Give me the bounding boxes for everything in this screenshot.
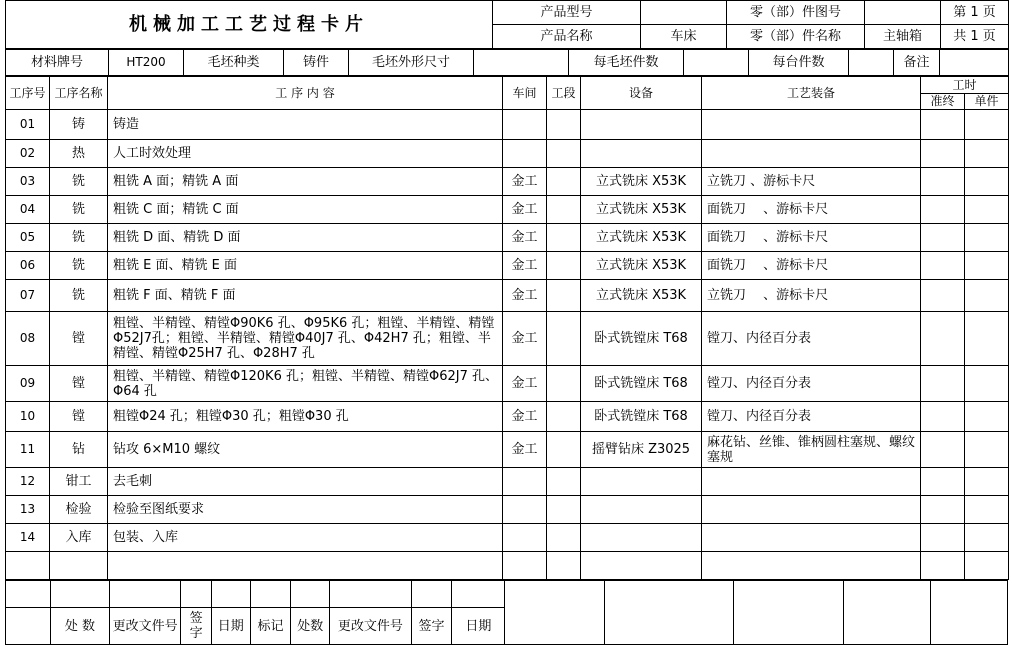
equipment-cell[interactable] xyxy=(581,524,702,552)
name-cell[interactable]: 铸 xyxy=(50,110,108,140)
seq-cell[interactable]: 02 xyxy=(6,140,50,168)
part-name-value[interactable]: 主轴箱 xyxy=(865,25,941,49)
workshop-cell[interactable] xyxy=(503,552,547,580)
unit-cell[interactable] xyxy=(965,468,1009,496)
unit-cell[interactable] xyxy=(965,168,1009,196)
seq-cell[interactable]: 03 xyxy=(6,168,50,196)
prep-cell[interactable] xyxy=(921,468,965,496)
tooling-cell[interactable]: 面铣刀 、游标卡尺 xyxy=(702,196,921,224)
col-hours: 工时 xyxy=(921,77,1009,94)
total-pages: 共 1 页 xyxy=(941,25,1009,49)
seq-cell[interactable]: 01 xyxy=(6,110,50,140)
prep-cell[interactable] xyxy=(921,196,965,224)
operation-row xyxy=(6,366,1009,402)
workshop-cell[interactable]: 金工 xyxy=(503,252,547,280)
content-cell[interactable]: 粗镗、半精镗、精镗Φ90K6 孔、Φ95K6 孔；粗镗、半精镗、精镗Φ52J7孔；粗镗、半精镗、精镗Φ40J7 孔、Φ42H7 孔；粗镗、半精镗、精镗Φ25H7 孔、Φ28H7 孔 xyxy=(108,312,503,366)
page-number: 第 1 页 xyxy=(941,1,1009,25)
name-cell[interactable]: 检验 xyxy=(50,496,108,524)
tooling-cell[interactable]: 镗刀、内径百分表 xyxy=(702,312,921,366)
content-cell[interactable] xyxy=(108,552,503,580)
section-cell[interactable] xyxy=(547,312,581,366)
workshop-cell[interactable] xyxy=(503,496,547,524)
footer-date: 日期 xyxy=(211,608,250,645)
name-cell[interactable] xyxy=(50,552,108,580)
section-cell[interactable] xyxy=(547,402,581,432)
operation-row xyxy=(6,110,1009,140)
content-cell[interactable]: 粗铣 C 面；精铣 C 面 xyxy=(108,196,503,224)
col-tooling: 工艺装备 xyxy=(702,77,921,110)
content-cell[interactable]: 去毛刺 xyxy=(108,468,503,496)
content-cell[interactable]: 铸造 xyxy=(108,110,503,140)
name-cell[interactable]: 铣 xyxy=(50,224,108,252)
tooling-cell[interactable]: 面铣刀 、游标卡尺 xyxy=(702,252,921,280)
workshop-cell[interactable]: 金工 xyxy=(503,366,547,402)
operation-row xyxy=(6,402,1009,432)
prep-cell[interactable] xyxy=(921,280,965,312)
col-section: 工段 xyxy=(547,77,581,110)
col-seq: 工序号 xyxy=(6,77,50,110)
unit-cell[interactable] xyxy=(965,140,1009,168)
process-card xyxy=(5,0,1008,645)
col-equipment: 设备 xyxy=(581,77,702,110)
tooling-cell[interactable] xyxy=(702,552,921,580)
unit-cell[interactable] xyxy=(965,402,1009,432)
seq-cell[interactable]: 04 xyxy=(6,196,50,224)
operations-table xyxy=(5,76,1009,580)
footer-change-doc2: 更改文件号 xyxy=(330,608,412,645)
prep-cell[interactable] xyxy=(921,402,965,432)
section-cell[interactable] xyxy=(547,280,581,312)
blank-type-value[interactable]: 铸件 xyxy=(284,50,349,76)
prep-cell[interactable] xyxy=(921,140,965,168)
part-name-label: 零（部）件名称 xyxy=(727,25,865,49)
operations-body xyxy=(6,110,1009,580)
name-cell[interactable]: 入库 xyxy=(50,524,108,552)
workshop-cell[interactable]: 金工 xyxy=(503,432,547,468)
section-cell[interactable] xyxy=(547,524,581,552)
content-cell[interactable]: 人工时效处理 xyxy=(108,140,503,168)
content-cell[interactable]: 包装、入库 xyxy=(108,524,503,552)
workshop-cell[interactable]: 金工 xyxy=(503,402,547,432)
content-cell[interactable]: 粗铣 A 面；精铣 A 面 xyxy=(108,168,503,196)
tooling-cell[interactable]: 镗刀、内径百分表 xyxy=(702,402,921,432)
footer-count: 处 数 xyxy=(50,608,109,645)
equipment-cell[interactable]: 立式铣床 X53K xyxy=(581,224,702,252)
unit-cell[interactable] xyxy=(965,552,1009,580)
unit-cell[interactable] xyxy=(965,252,1009,280)
workshop-cell[interactable] xyxy=(503,468,547,496)
product-model-label: 产品型号 xyxy=(493,1,641,25)
seq-cell[interactable]: 13 xyxy=(6,496,50,524)
per-unit-label: 每台件数 xyxy=(749,50,849,76)
seq-cell[interactable]: 11 xyxy=(6,432,50,468)
blank-size-value[interactable] xyxy=(474,50,569,76)
equipment-cell[interactable] xyxy=(581,468,702,496)
section-cell[interactable] xyxy=(547,140,581,168)
workshop-cell[interactable]: 金工 xyxy=(503,224,547,252)
unit-cell[interactable] xyxy=(965,110,1009,140)
prep-cell[interactable] xyxy=(921,252,965,280)
operation-row xyxy=(6,280,1009,312)
prep-cell[interactable] xyxy=(921,110,965,140)
material-table xyxy=(5,49,1009,76)
prep-cell[interactable] xyxy=(921,312,965,366)
equipment-cell[interactable] xyxy=(581,496,702,524)
equipment-cell[interactable]: 摇臂钻床 Z3025 xyxy=(581,432,702,468)
section-cell[interactable] xyxy=(547,552,581,580)
footer-sign2: 签字 xyxy=(411,608,452,645)
operation-row xyxy=(6,312,1009,366)
header-table xyxy=(5,0,1009,49)
section-cell[interactable] xyxy=(547,168,581,196)
prep-cell[interactable] xyxy=(921,432,965,468)
product-model-value[interactable] xyxy=(641,1,727,25)
seq-cell[interactable]: 07 xyxy=(6,280,50,312)
operation-row xyxy=(6,496,1009,524)
workshop-cell[interactable] xyxy=(503,524,547,552)
blank-size-label: 毛坯外形尺寸 xyxy=(349,50,474,76)
name-cell[interactable]: 钳工 xyxy=(50,468,108,496)
workshop-cell[interactable]: 金工 xyxy=(503,196,547,224)
name-cell[interactable]: 铣 xyxy=(50,168,108,196)
tooling-cell[interactable] xyxy=(702,110,921,140)
seq-cell[interactable]: 12 xyxy=(6,468,50,496)
col-name: 工序名称 xyxy=(50,77,108,110)
footer-date2: 日期 xyxy=(452,608,505,645)
footer-sign: 签字 xyxy=(181,608,212,645)
name-cell[interactable]: 热 xyxy=(50,140,108,168)
content-cell[interactable]: 检验至图纸要求 xyxy=(108,496,503,524)
prep-cell[interactable] xyxy=(921,366,965,402)
content-cell[interactable]: 粗铣 D 面、精铣 D 面 xyxy=(108,224,503,252)
name-cell[interactable]: 镗 xyxy=(50,312,108,366)
workshop-cell[interactable]: 金工 xyxy=(503,312,547,366)
section-cell[interactable] xyxy=(547,196,581,224)
per-blank-label: 每毛坯件数 xyxy=(569,50,684,76)
section-cell[interactable] xyxy=(547,252,581,280)
content-cell[interactable]: 粗镗、半精镗、精镗Φ120K6 孔；粗镗、半精镗、精镗Φ62J7 孔、Φ64 孔 xyxy=(108,366,503,402)
workshop-cell[interactable] xyxy=(503,110,547,140)
content-cell[interactable]: 粗铣 E 面、精铣 E 面 xyxy=(108,252,503,280)
tooling-cell[interactable] xyxy=(702,524,921,552)
prep-cell[interactable] xyxy=(921,524,965,552)
equipment-cell[interactable]: 卧式铣镗床 T68 xyxy=(581,312,702,366)
empty-row xyxy=(6,552,1009,580)
part-drawing-no-label: 零（部）件图号 xyxy=(727,1,865,25)
seq-cell[interactable]: 06 xyxy=(6,252,50,280)
col-prep: 准终 xyxy=(921,94,965,110)
tooling-cell[interactable]: 镗刀、内径百分表 xyxy=(702,366,921,402)
col-workshop: 车间 xyxy=(503,77,547,110)
operation-row xyxy=(6,524,1009,552)
per-unit-value[interactable] xyxy=(849,50,894,76)
seq-cell[interactable]: 14 xyxy=(6,524,50,552)
section-cell[interactable] xyxy=(547,468,581,496)
tooling-cell[interactable] xyxy=(702,468,921,496)
seq-cell[interactable]: 09 xyxy=(6,366,50,402)
content-cell[interactable]: 粗镗Φ24 孔；粗镗Φ30 孔；粗镗Φ30 孔 xyxy=(108,402,503,432)
tooling-cell[interactable]: 立铣刀 、游标卡尺 xyxy=(702,280,921,312)
operation-row xyxy=(6,196,1009,224)
blank-type-label: 毛坯种类 xyxy=(184,50,284,76)
col-unit: 单件 xyxy=(965,94,1009,110)
prep-cell[interactable] xyxy=(921,496,965,524)
name-cell[interactable]: 铣 xyxy=(50,280,108,312)
footer-mark: 标记 xyxy=(250,608,291,645)
equipment-cell[interactable]: 立式铣床 X53K xyxy=(581,280,702,312)
seq-cell[interactable] xyxy=(6,552,50,580)
footer-count2: 处数 xyxy=(291,608,330,645)
unit-cell[interactable] xyxy=(965,366,1009,402)
remark-label: 备注 xyxy=(894,50,940,76)
prep-cell[interactable] xyxy=(921,168,965,196)
equipment-cell[interactable]: 立式铣床 X53K xyxy=(581,252,702,280)
product-name-label: 产品名称 xyxy=(493,25,641,49)
prep-cell[interactable] xyxy=(921,224,965,252)
operation-row xyxy=(6,168,1009,196)
material-value[interactable]: HT200 xyxy=(109,50,184,76)
operation-row xyxy=(6,432,1009,468)
unit-cell[interactable] xyxy=(965,432,1009,468)
unit-cell[interactable] xyxy=(965,312,1009,366)
prep-cell[interactable] xyxy=(921,552,965,580)
content-cell[interactable]: 钻攻 6×M10 螺纹 xyxy=(108,432,503,468)
seq-cell[interactable]: 10 xyxy=(6,402,50,432)
equipment-cell[interactable] xyxy=(581,110,702,140)
section-cell[interactable] xyxy=(547,224,581,252)
tooling-cell[interactable] xyxy=(702,496,921,524)
name-cell[interactable]: 铣 xyxy=(50,196,108,224)
equipment-cell[interactable]: 立式铣床 X53K xyxy=(581,168,702,196)
footer-change-doc: 更改文件号 xyxy=(109,608,180,645)
operation-row xyxy=(6,468,1009,496)
section-cell[interactable] xyxy=(547,366,581,402)
card-title: 机械加工工艺过程卡片 xyxy=(6,1,493,49)
unit-cell[interactable] xyxy=(965,280,1009,312)
product-name-value[interactable]: 车床 xyxy=(641,25,727,49)
section-cell[interactable] xyxy=(547,110,581,140)
name-cell[interactable]: 镗 xyxy=(50,366,108,402)
name-cell[interactable]: 铣 xyxy=(50,252,108,280)
seq-cell[interactable]: 08 xyxy=(6,312,50,366)
equipment-cell[interactable]: 卧式铣镗床 T68 xyxy=(581,366,702,402)
equipment-cell[interactable]: 立式铣床 X53K xyxy=(581,196,702,224)
seq-cell[interactable]: 05 xyxy=(6,224,50,252)
material-label: 材料牌号 xyxy=(6,50,109,76)
revision-table xyxy=(5,580,1008,645)
part-drawing-no-value[interactable] xyxy=(865,1,941,25)
equipment-cell[interactable]: 卧式铣镗床 T68 xyxy=(581,402,702,432)
tooling-cell[interactable] xyxy=(702,140,921,168)
equipment-cell[interactable] xyxy=(581,552,702,580)
workshop-cell[interactable] xyxy=(503,140,547,168)
unit-cell[interactable] xyxy=(965,496,1009,524)
per-blank-value[interactable] xyxy=(684,50,749,76)
operation-row xyxy=(6,224,1009,252)
section-cell[interactable] xyxy=(547,496,581,524)
content-cell[interactable]: 粗铣 F 面、精铣 F 面 xyxy=(108,280,503,312)
tooling-cell[interactable]: 立铣刀 、游标卡尺 xyxy=(702,168,921,196)
workshop-cell[interactable]: 金工 xyxy=(503,280,547,312)
unit-cell[interactable] xyxy=(965,224,1009,252)
unit-cell[interactable] xyxy=(965,524,1009,552)
section-cell[interactable] xyxy=(547,432,581,468)
operation-row xyxy=(6,252,1009,280)
workshop-cell[interactable]: 金工 xyxy=(503,168,547,196)
tooling-cell[interactable]: 面铣刀 、游标卡尺 xyxy=(702,224,921,252)
name-cell[interactable]: 镗 xyxy=(50,402,108,432)
col-content: 工 序 内 容 xyxy=(108,77,503,110)
remark-value[interactable] xyxy=(940,50,1009,76)
tooling-cell[interactable]: 麻花钻、丝锥、锥柄圆柱塞规、螺纹塞规 xyxy=(702,432,921,468)
name-cell[interactable]: 钻 xyxy=(50,432,108,468)
equipment-cell[interactable] xyxy=(581,140,702,168)
operation-row xyxy=(6,140,1009,168)
unit-cell[interactable] xyxy=(965,196,1009,224)
